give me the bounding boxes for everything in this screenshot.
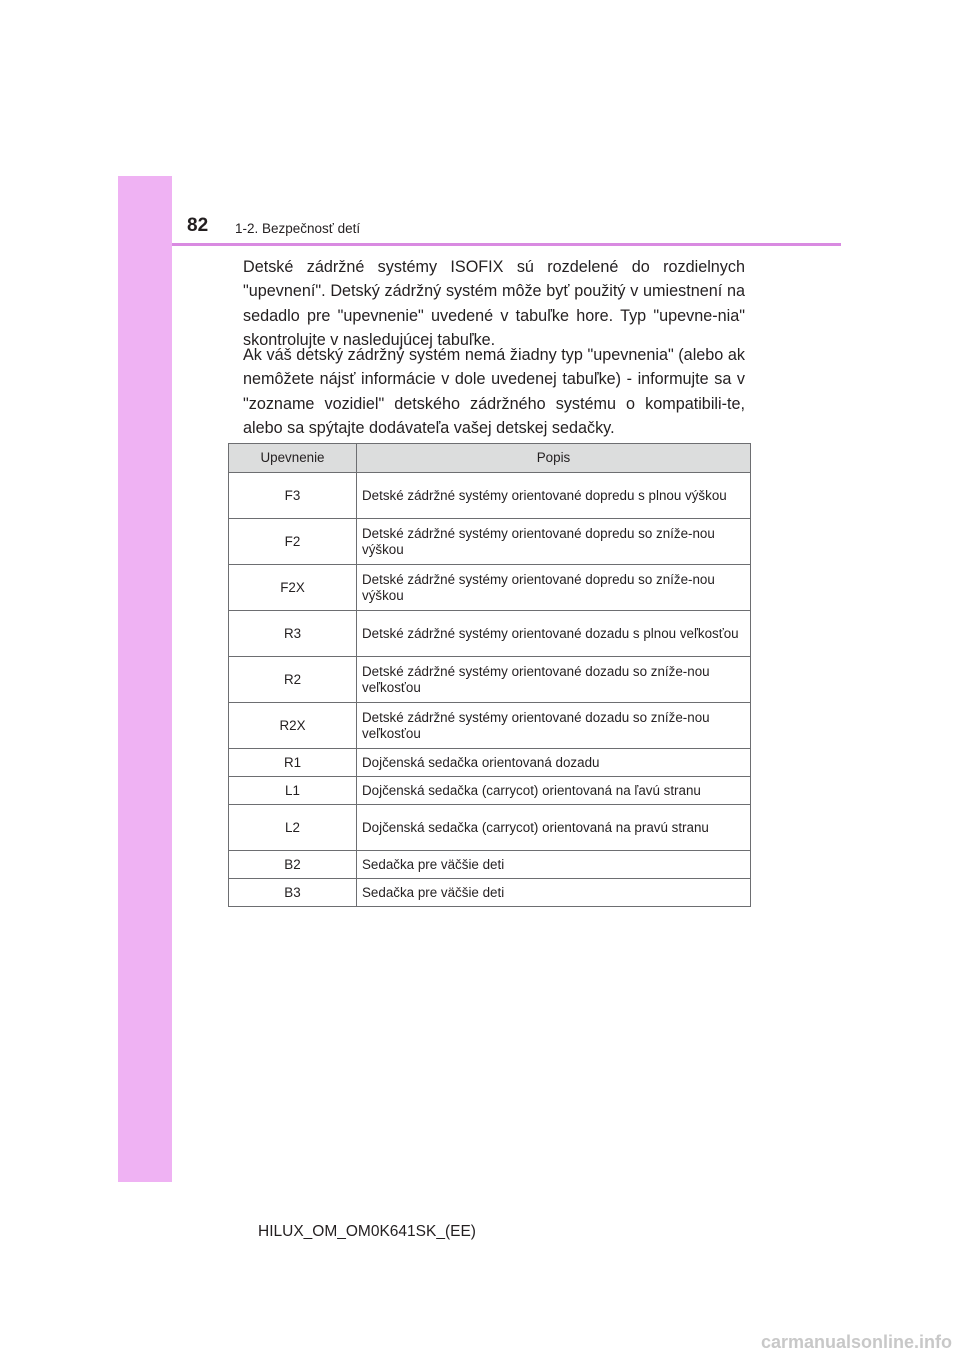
fixture-description: Detské zádržné systémy orientované dopredu so zníže-nou výškou (357, 519, 751, 565)
fixture-description: Detské zádržné systémy orientované dopredu so zníže-nou výškou (357, 565, 751, 611)
table-row (229, 749, 751, 777)
fixture-description: Sedačka pre väčšie deti (357, 879, 751, 907)
fixture-code: B3 (229, 879, 357, 907)
fixture-code: L2 (229, 805, 357, 851)
fixture-description: Sedačka pre väčšie deti (357, 851, 751, 879)
fixture-code: R2X (229, 703, 357, 749)
section-title: 1-2. Bezpečnosť detí (235, 221, 361, 236)
table-row (229, 565, 751, 611)
table-row (229, 703, 751, 749)
side-color-band (118, 176, 172, 1182)
fixture-code: F2 (229, 519, 357, 565)
fixture-code: L1 (229, 777, 357, 805)
fixture-code: F3 (229, 473, 357, 519)
table-row (229, 473, 751, 519)
fixture-code: R3 (229, 611, 357, 657)
table-row (229, 805, 751, 851)
table-row (229, 611, 751, 657)
header-divider (172, 243, 841, 246)
fixture-description: Detské zádržné systémy orientované dopredu s plnou výškou (357, 473, 751, 519)
fixture-description: Detské zádržné systémy orientované dozadu so zníže-nou veľkosťou (357, 703, 751, 749)
document-id-footer: HILUX_OM_OM0K641SK_(EE) (258, 1223, 476, 1240)
column-header-fixture: Upevnenie (229, 444, 357, 473)
fixture-description: Detské zádržné systémy orientované dozadu s plnou veľkosťou (357, 611, 751, 657)
table-row (229, 657, 751, 703)
table-row (229, 851, 751, 879)
page-number: 82 (187, 215, 209, 236)
column-header-description: Popis (357, 444, 751, 473)
fixture-description: Detské zádržné systémy orientované dozadu so zníže-nou veľkosťou (357, 657, 751, 703)
table-header-row (229, 444, 751, 473)
table-row (229, 777, 751, 805)
fixture-code: B2 (229, 851, 357, 879)
fixture-description: Dojčenská sedačka (carrycot) orientovaná na pravú stranu (357, 805, 751, 851)
table-row (229, 519, 751, 565)
fixture-code: R2 (229, 657, 357, 703)
table-row (229, 879, 751, 907)
watermark-text: carmanualsonline.info (760, 1332, 952, 1352)
body-paragraph-1: Detské zádržné systémy ISOFIX sú rozdelené do rozdielnych "upevnení". Detský zádržný systém môže byť použitý v umiestnení na sedadlo pre "upevnenie" uvedené v tabuľke hore. Typ "upevne-nia" skontrolujte v nasledujúcej tabuľke. (243, 258, 745, 349)
fixture-description: Dojčenská sedačka orientovaná dozadu (357, 749, 751, 777)
body-paragraph-2: Ak váš detský zádržný systém nemá žiadny typ "upevnenia" (alebo ak nemôžete nájsť informácie v dole uvedenej tabuľke) - informujte sa v "zozname vozidiel" detského zádržného systému o kompatibili-te, alebo sa spýtajte dodávateľa vašej detskej sedačky. (243, 346, 745, 437)
fixture-code: F2X (229, 565, 357, 611)
fixture-table (228, 443, 751, 907)
fixture-description: Dojčenská sedačka (carrycot) orientovaná na ľavú stranu (357, 777, 751, 805)
fixture-code: R1 (229, 749, 357, 777)
